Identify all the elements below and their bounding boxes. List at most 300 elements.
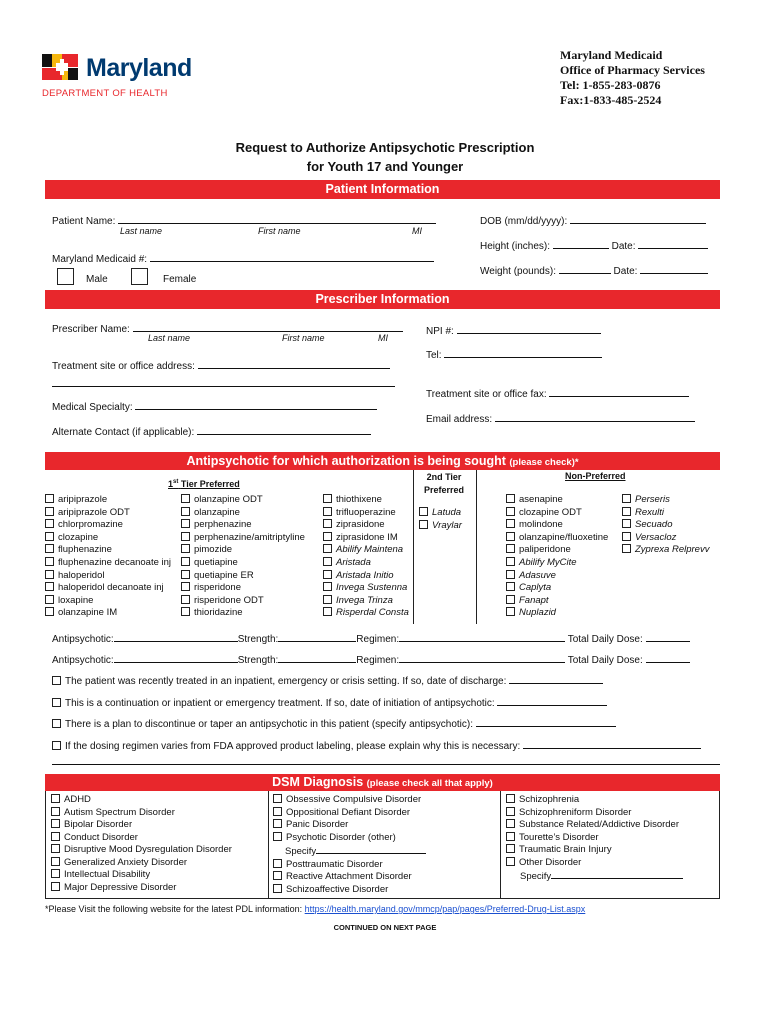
dsm-label: Conduct Disorder xyxy=(64,831,138,843)
drug-label: Fanapt xyxy=(519,594,549,606)
weight-field[interactable] xyxy=(559,262,611,274)
checkbox[interactable] xyxy=(506,844,515,853)
checkbox[interactable] xyxy=(273,884,282,893)
dsm-option[interactable] xyxy=(273,884,426,897)
site-address-line-2[interactable] xyxy=(52,386,395,387)
antipsychotic-field[interactable] xyxy=(114,651,238,663)
prescriber-name-field[interactable] xyxy=(133,320,403,332)
specialty-field[interactable] xyxy=(135,398,377,410)
checkbox[interactable] xyxy=(273,871,282,880)
checkbox[interactable] xyxy=(45,570,54,579)
antipsychotic-field[interactable] xyxy=(114,630,238,642)
checkbox[interactable] xyxy=(323,532,332,541)
checkbox[interactable] xyxy=(506,595,515,604)
checkbox[interactable] xyxy=(506,607,515,616)
dsm-option[interactable] xyxy=(273,859,426,872)
drug-label: perphenazine/amitriptyline xyxy=(194,531,305,543)
specify-label: Specify xyxy=(285,846,317,857)
alternate-contact-field[interactable] xyxy=(197,423,371,435)
drug-label: asenapine xyxy=(519,494,563,505)
checkbox[interactable] xyxy=(51,819,60,828)
drug-option[interactable] xyxy=(419,520,462,533)
checkbox[interactable] xyxy=(45,582,54,591)
drug-option[interactable] xyxy=(323,595,409,608)
dsm-option[interactable] xyxy=(506,807,683,820)
antipsychotic-row-1 xyxy=(52,630,690,645)
checkbox[interactable] xyxy=(181,494,190,503)
drug-option[interactable] xyxy=(45,595,171,608)
checkbox[interactable] xyxy=(323,519,332,528)
dsm-option[interactable] xyxy=(51,807,232,820)
checkbox[interactable] xyxy=(51,844,60,853)
dsm-label: Autism Spectrum Disorder xyxy=(64,806,175,818)
dsm-option[interactable] xyxy=(51,832,232,845)
fax-label: Treatment site or office fax: xyxy=(426,389,547,400)
checkbox[interactable] xyxy=(181,557,190,566)
antipsychotic-label: Antipsychotic: xyxy=(52,655,114,666)
dsm-option[interactable] xyxy=(273,832,426,845)
strength-label: Strength: xyxy=(237,634,279,645)
dsm-label: Schizophrenia xyxy=(519,794,580,805)
drug-column-1 xyxy=(45,494,171,620)
checkbox[interactable] xyxy=(181,544,190,553)
strength-field[interactable] xyxy=(278,630,356,642)
dsm-divider-2 xyxy=(500,791,501,898)
initiation-date-field[interactable] xyxy=(497,694,607,706)
checkbox[interactable] xyxy=(51,807,60,816)
checkbox[interactable] xyxy=(323,582,332,591)
weight-date-field[interactable] xyxy=(640,262,708,274)
weight-label: Weight (pounds): xyxy=(480,266,556,277)
checkbox[interactable] xyxy=(506,832,515,841)
dsm-label: ADHD xyxy=(64,794,91,805)
dsm-option[interactable] xyxy=(273,807,426,820)
drug-option[interactable] xyxy=(323,570,409,583)
drug-label: Aristada Initio xyxy=(336,569,394,581)
drug-option[interactable] xyxy=(506,532,608,545)
drug-option[interactable] xyxy=(622,544,709,557)
drug-option[interactable] xyxy=(181,570,305,583)
checkbox[interactable] xyxy=(323,570,332,579)
checkbox[interactable] xyxy=(622,507,631,516)
drug-label: thiothixene xyxy=(336,494,382,505)
checkbox[interactable] xyxy=(181,595,190,604)
drug-option[interactable] xyxy=(45,570,171,583)
drug-label: risperidone ODT xyxy=(194,594,264,606)
maryland-logo xyxy=(42,54,222,100)
drug-option[interactable] xyxy=(45,494,171,507)
question-continuation xyxy=(52,694,607,709)
continued-note: CONTINUED ON NEXT PAGE xyxy=(333,923,437,932)
form-title xyxy=(0,138,770,176)
drug-label: Aristada xyxy=(336,556,371,568)
male-checkbox[interactable] xyxy=(57,268,74,285)
drug-label: olanzapine IM xyxy=(58,607,118,619)
site-address-field[interactable] xyxy=(198,357,390,369)
dsm-option[interactable] xyxy=(273,794,426,807)
tier1-label: Tier Preferred xyxy=(180,479,240,489)
drug-label: Nuplazid xyxy=(519,607,556,619)
checkbox[interactable] xyxy=(181,607,190,616)
fax-field[interactable] xyxy=(549,385,689,397)
checkbox[interactable] xyxy=(323,595,332,604)
checkbox[interactable] xyxy=(622,544,631,553)
regimen-field[interactable] xyxy=(399,651,565,663)
dsm-column-3 xyxy=(506,794,683,884)
height-field[interactable] xyxy=(553,237,609,249)
drug-label: quetiapine ER xyxy=(194,569,254,581)
drug-option[interactable] xyxy=(506,582,608,595)
drug-option[interactable] xyxy=(506,494,608,507)
total-dose-field[interactable] xyxy=(646,651,690,663)
checkbox[interactable] xyxy=(419,507,428,516)
patient-last-name-caption: Last name xyxy=(120,226,163,236)
checkbox[interactable] xyxy=(181,570,190,579)
question-text: The patient was recently treated in an inpatient, emergency or crisis setting. If so, date of discharge: xyxy=(65,676,507,687)
antipsychotic-heading-text: Antipsychotic for which authorization is being sought xyxy=(186,454,506,468)
drug-option[interactable] xyxy=(45,582,171,595)
drug-label: Latuda xyxy=(432,507,462,518)
checkbox[interactable] xyxy=(181,532,190,541)
patient-mi-caption: MI xyxy=(412,226,422,236)
pdl-link[interactable]: https://health.maryland.gov/mmcp/pap/pages/Preferred-Drug-List.aspx xyxy=(304,904,586,914)
checkbox[interactable] xyxy=(622,519,631,528)
checkbox[interactable] xyxy=(45,532,54,541)
drug-column-5 xyxy=(506,494,608,620)
drug-label: aripiprazole ODT xyxy=(58,506,130,518)
male-label: Male xyxy=(86,274,108,285)
checkbox[interactable] xyxy=(52,676,61,685)
question-dosing xyxy=(52,737,701,752)
drug-option[interactable] xyxy=(181,519,305,532)
patient-info-heading: Patient Information xyxy=(45,180,720,199)
drug-option[interactable] xyxy=(419,507,462,520)
drug-option[interactable] xyxy=(181,557,305,570)
checkbox[interactable] xyxy=(323,607,332,616)
medicaid-field[interactable] xyxy=(150,250,434,262)
checkbox[interactable] xyxy=(51,882,60,891)
drug-label: Versacloz xyxy=(635,531,677,543)
drug-label: molindone xyxy=(519,519,563,531)
drug-label: Zyprexa Relprevv xyxy=(635,544,710,556)
prescriber-info-heading: Prescriber Information xyxy=(45,290,720,309)
drug-label: olanzapine/fluoxetine xyxy=(519,531,609,543)
checkbox[interactable] xyxy=(323,544,332,553)
fax-row xyxy=(426,385,689,400)
regimen-label: Regimen: xyxy=(356,655,400,666)
patient-first-name-caption: First name xyxy=(258,226,301,236)
drug-column-3 xyxy=(323,494,409,620)
drug-option[interactable] xyxy=(181,595,305,608)
dob-label: DOB (mm/dd/yyyy): xyxy=(480,216,568,227)
drug-column-6 xyxy=(622,494,709,557)
logo-department: DEPARTMENT OF HEALTH xyxy=(42,88,168,99)
question-text: There is a plan to discontinue or taper an antipsychotic in this patient (specify antipsychotic): xyxy=(65,719,473,730)
dsm-option[interactable] xyxy=(506,794,683,807)
checkbox[interactable] xyxy=(52,719,61,728)
contact-block xyxy=(560,48,705,108)
drug-label: chlorpromazine xyxy=(58,519,123,531)
question-text: If the dosing regimen varies from FDA approved product labeling, please explain why this is necessary: xyxy=(65,741,521,752)
checkbox[interactable] xyxy=(506,494,515,503)
dsm-label: Traumatic Brain Injury xyxy=(519,844,612,855)
dsm-option[interactable] xyxy=(273,819,426,832)
checkbox[interactable] xyxy=(506,794,515,803)
height-date-field[interactable] xyxy=(638,237,708,249)
checkbox[interactable] xyxy=(51,869,60,878)
dsm-label: Panic Disorder xyxy=(286,819,349,830)
checkbox[interactable] xyxy=(273,832,282,841)
checkbox[interactable] xyxy=(506,507,515,516)
dsm-option[interactable] xyxy=(506,819,683,832)
checkbox[interactable] xyxy=(45,494,54,503)
checkbox[interactable] xyxy=(273,859,282,868)
antipsychotic-heading-note: (please check)* xyxy=(509,457,579,468)
question-text: This is a continuation or inpatient or emergency treatment. If so, date of initiation of antipsychotic: xyxy=(65,698,495,709)
drug-label: olanzapine ODT xyxy=(194,494,263,505)
checkbox[interactable] xyxy=(323,494,332,503)
dsm-option[interactable] xyxy=(51,819,232,832)
dsm-option[interactable] xyxy=(51,857,232,870)
drug-option[interactable] xyxy=(323,532,409,545)
drug-option[interactable] xyxy=(622,532,709,545)
checkbox[interactable] xyxy=(323,557,332,566)
drug-option[interactable] xyxy=(506,607,608,620)
drug-option[interactable] xyxy=(181,507,305,520)
regimen-field[interactable] xyxy=(399,630,565,642)
drug-option[interactable] xyxy=(181,607,305,620)
drug-label: trifluoperazine xyxy=(336,506,396,518)
dsm-option[interactable] xyxy=(51,869,232,882)
checkbox[interactable] xyxy=(181,582,190,591)
checkbox[interactable] xyxy=(181,519,190,528)
contact-line-4: Fax:1-833-485-2524 xyxy=(560,93,662,107)
prescriber-last-caption: Last name xyxy=(148,333,191,343)
drug-option[interactable] xyxy=(181,582,305,595)
checkbox[interactable] xyxy=(506,857,515,866)
checkbox[interactable] xyxy=(45,544,54,553)
drug-option[interactable] xyxy=(506,519,608,532)
checkbox[interactable] xyxy=(506,570,515,579)
drug-option[interactable] xyxy=(45,532,171,545)
drug-option[interactable] xyxy=(181,544,305,557)
dsm-option[interactable] xyxy=(51,794,232,807)
height-label: Height (inches): xyxy=(480,241,551,252)
drug-option[interactable] xyxy=(45,557,171,570)
drug-option[interactable] xyxy=(45,519,171,532)
dob-field[interactable] xyxy=(570,212,706,224)
drug-label: ziprasidone xyxy=(336,519,385,531)
patient-name-row xyxy=(52,212,436,227)
female-label: Female xyxy=(163,274,197,285)
drug-option[interactable] xyxy=(45,607,171,620)
drug-column-4 xyxy=(419,507,462,532)
tel-row xyxy=(426,346,602,361)
prescriber-name-label: Prescriber Name: xyxy=(52,324,130,335)
drug-label: fluphenazine decanoate inj xyxy=(58,556,172,568)
drug-label: ziprasidone IM xyxy=(336,531,398,543)
alternate-contact-label: Alternate Contact (if applicable): xyxy=(52,427,195,438)
drug-option[interactable] xyxy=(622,519,709,532)
discontinue-field[interactable] xyxy=(476,715,616,727)
patient-name-field[interactable] xyxy=(118,212,436,224)
tel-field[interactable] xyxy=(444,346,602,358)
drug-option[interactable] xyxy=(506,544,608,557)
dsm-label: Reactive Attachment Disorder xyxy=(286,871,412,882)
checkbox[interactable] xyxy=(273,807,282,816)
drug-label: olanzapine xyxy=(194,506,240,518)
dsm-column-2 xyxy=(273,794,426,896)
contact-line-2: Office of Pharmacy Services xyxy=(560,63,705,77)
checkbox[interactable] xyxy=(52,698,61,707)
checkbox[interactable] xyxy=(52,741,61,750)
npi-row xyxy=(426,322,601,337)
drug-option[interactable] xyxy=(622,494,709,507)
dsm-heading-text: DSM Diagnosis xyxy=(272,775,364,789)
dsm-option[interactable] xyxy=(506,844,683,857)
drug-option[interactable] xyxy=(323,607,409,620)
alternate-contact-row xyxy=(52,423,371,438)
checkbox[interactable] xyxy=(506,544,515,553)
tier1-sup: st xyxy=(173,479,179,485)
checkbox[interactable] xyxy=(506,557,515,566)
other-specify-field[interactable] xyxy=(551,869,683,879)
dsm-label: Schizoaffective Disorder xyxy=(286,883,389,895)
total-dose-field[interactable] xyxy=(646,630,690,642)
drug-option[interactable] xyxy=(323,582,409,595)
dsm-column-1 xyxy=(51,794,232,894)
drug-column-2 xyxy=(181,494,305,620)
checkbox[interactable] xyxy=(323,507,332,516)
medicaid-label: Maryland Medicaid #: xyxy=(52,254,148,265)
drug-label: clozapine xyxy=(58,531,99,543)
drug-label: quetiapine xyxy=(194,556,238,568)
patient-name-label: Patient Name: xyxy=(52,216,116,227)
dsm-option[interactable] xyxy=(506,857,683,870)
antipsychotic-label: Antipsychotic: xyxy=(52,634,114,645)
checkbox[interactable] xyxy=(181,507,190,516)
drug-option[interactable] xyxy=(181,532,305,545)
checkbox[interactable] xyxy=(273,794,282,803)
total-dose-label: Total Daily Dose: xyxy=(567,634,643,645)
drug-option[interactable] xyxy=(323,507,409,520)
drug-label: Rexulti xyxy=(635,506,665,518)
email-row xyxy=(426,410,695,425)
dsm-specify-row xyxy=(273,844,426,859)
tier1-header xyxy=(168,479,240,489)
npi-field[interactable] xyxy=(457,322,601,334)
checkbox[interactable] xyxy=(273,819,282,828)
dsm-label: Schizophreniform Disorder xyxy=(519,806,632,818)
drug-label: thioridazine xyxy=(194,607,243,619)
drug-label: haloperidol decanoate inj xyxy=(58,582,164,594)
email-label: Email address: xyxy=(426,414,493,425)
drug-label: clozapine ODT xyxy=(519,506,582,518)
checkbox[interactable] xyxy=(419,520,428,529)
female-checkbox[interactable] xyxy=(131,268,148,285)
checkbox[interactable] xyxy=(622,494,631,503)
drug-option[interactable] xyxy=(506,507,608,520)
dsm-heading xyxy=(45,774,720,791)
checkbox[interactable] xyxy=(51,832,60,841)
checkbox[interactable] xyxy=(622,532,631,541)
email-field[interactable] xyxy=(495,410,695,422)
checkbox[interactable] xyxy=(45,519,54,528)
drug-label: Invega Sustenna xyxy=(336,582,408,594)
checkbox[interactable] xyxy=(506,582,515,591)
site-address-row xyxy=(52,357,390,372)
dosing-explain-line-2[interactable] xyxy=(52,764,720,765)
dsm-label: Oppositional Defiant Disorder xyxy=(286,806,411,818)
checkbox[interactable] xyxy=(45,557,54,566)
weight-date-label: Date: xyxy=(613,266,638,277)
pdl-note-text: *Please Visit the following website for the latest PDL information: xyxy=(45,904,303,914)
dosing-explain-field[interactable] xyxy=(523,737,701,749)
dsm-label: Disruptive Mood Dysregulation Disorder xyxy=(64,844,232,855)
dsm-label: Intellectual Disability xyxy=(64,869,151,880)
discharge-date-field[interactable] xyxy=(509,672,603,684)
dsm-heading-note: (please check all that apply) xyxy=(366,778,493,789)
drug-label: Abilify Maintena xyxy=(336,544,404,556)
npi-label: NPI #: xyxy=(426,326,454,337)
dsm-option[interactable] xyxy=(51,882,232,895)
total-dose-label: Total Daily Dose: xyxy=(567,655,643,666)
checkbox[interactable] xyxy=(51,794,60,803)
title-line-1: Request to Authorize Antipsychotic Prescription xyxy=(235,140,535,155)
drug-option[interactable] xyxy=(45,544,171,557)
checkbox[interactable] xyxy=(45,595,54,604)
checkbox[interactable] xyxy=(51,857,60,866)
pdl-note xyxy=(45,904,585,914)
checkbox[interactable] xyxy=(506,807,515,816)
drug-option[interactable] xyxy=(45,507,171,520)
dsm-specify-row xyxy=(506,869,683,884)
drug-option[interactable] xyxy=(506,595,608,608)
tel-label: Tel: xyxy=(426,350,442,361)
drug-label: paliperidone xyxy=(519,544,571,556)
dsm-option[interactable] xyxy=(273,871,426,884)
nonpref-header: Non-Preferred xyxy=(565,471,626,481)
dsm-option[interactable] xyxy=(51,844,232,857)
height-date-label: Date: xyxy=(611,241,636,252)
dsm-option[interactable] xyxy=(506,832,683,845)
tier2-header: 2nd Tier Preferred xyxy=(423,472,465,495)
checkbox[interactable] xyxy=(506,519,515,528)
drug-option[interactable] xyxy=(323,557,409,570)
checkbox[interactable] xyxy=(45,507,54,516)
drug-option[interactable] xyxy=(323,519,409,532)
checkbox[interactable] xyxy=(45,607,54,616)
drug-option[interactable] xyxy=(323,494,409,507)
dsm-label: Major Depressive Disorder xyxy=(64,881,177,893)
drug-option[interactable] xyxy=(181,494,305,507)
specify-label: Specify xyxy=(520,871,552,882)
dsm-label: Other Disorder xyxy=(519,856,582,868)
regimen-label: Regimen: xyxy=(356,634,400,645)
drug-option[interactable] xyxy=(622,507,709,520)
psychotic-specify-field[interactable] xyxy=(316,844,426,854)
contact-line-1: Maryland Medicaid xyxy=(560,48,663,62)
strength-label: Strength: xyxy=(237,655,279,666)
drug-option[interactable] xyxy=(323,544,409,557)
drug-option[interactable] xyxy=(506,557,608,570)
drug-label: fluphenazine xyxy=(58,544,112,556)
strength-field[interactable] xyxy=(278,651,356,663)
checkbox[interactable] xyxy=(506,819,515,828)
tier1-number: 1 xyxy=(168,479,174,489)
drug-option[interactable] xyxy=(506,570,608,583)
checkbox[interactable] xyxy=(506,532,515,541)
